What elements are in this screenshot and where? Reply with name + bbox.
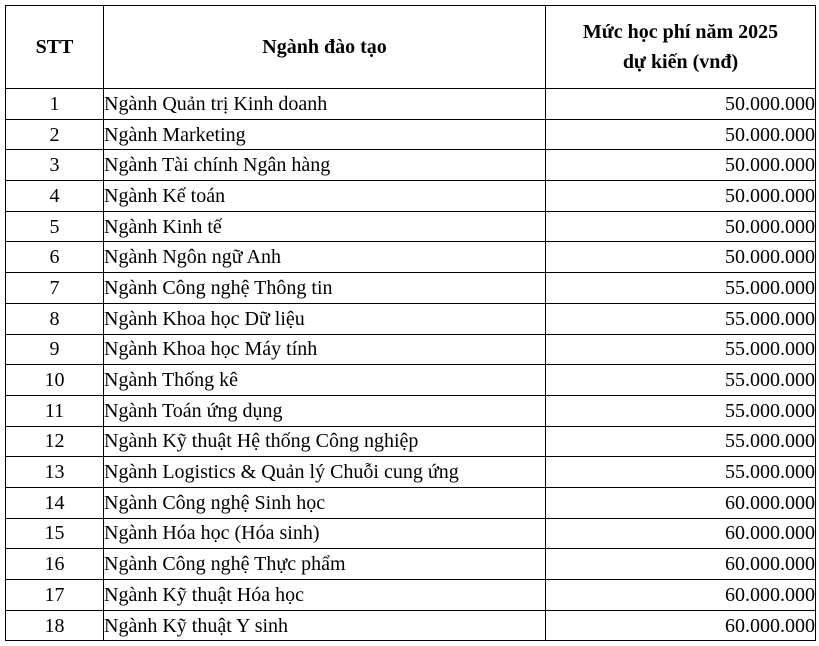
table-row [6, 487, 816, 518]
table-row [6, 119, 816, 150]
fee-cell: 50.000.000 [546, 89, 816, 120]
fee-cell: 60.000.000 [546, 610, 816, 641]
major-cell: Ngành Công nghệ Sinh học [104, 487, 546, 518]
major-cell: Ngành Công nghệ Thông tin [104, 273, 546, 304]
table-row [6, 181, 816, 212]
major-cell: Ngành Quản trị Kinh doanh [104, 89, 546, 120]
fee-cell: 55.000.000 [546, 457, 816, 488]
table-row [6, 426, 816, 457]
major-cell: Ngành Kỹ thuật Hệ thống Công nghiệp [104, 426, 546, 457]
stt-cell: 14 [6, 487, 104, 518]
table-header-row [6, 6, 816, 89]
table-row [6, 610, 816, 641]
fee-cell: 60.000.000 [546, 518, 816, 549]
table-row [6, 457, 816, 488]
major-cell: Ngành Kỹ thuật Y sinh [104, 610, 546, 641]
major-cell: Ngành Khoa học Dữ liệu [104, 303, 546, 334]
stt-cell: 11 [6, 395, 104, 426]
header-major: Ngành đào tạo [104, 6, 546, 89]
major-cell: Ngành Logistics & Quản lý Chuỗi cung ứng [104, 457, 546, 488]
major-cell: Ngành Tài chính Ngân hàng [104, 150, 546, 181]
header-fee-line-1: Mức học phí năm 2025 [582, 21, 779, 43]
fee-cell: 60.000.000 [546, 580, 816, 611]
fee-cell: 55.000.000 [546, 365, 816, 396]
table-row [6, 365, 816, 396]
stt-cell: 18 [6, 610, 104, 641]
major-cell: Ngành Ngôn ngữ Anh [104, 242, 546, 273]
header-fee-line-2: dự kiến (vnđ) [622, 51, 739, 73]
stt-cell: 10 [6, 365, 104, 396]
major-cell: Ngành Hóa học (Hóa sinh) [104, 518, 546, 549]
table-row [6, 89, 816, 120]
fee-cell: 50.000.000 [546, 150, 816, 181]
stt-cell: 17 [6, 580, 104, 611]
tuition-fee-table [5, 5, 816, 641]
fee-cell: 60.000.000 [546, 487, 816, 518]
major-cell: Ngành Kỹ thuật Hóa học [104, 580, 546, 611]
fee-cell: 55.000.000 [546, 303, 816, 334]
fee-cell: 55.000.000 [546, 426, 816, 457]
fee-cell: 50.000.000 [546, 242, 816, 273]
stt-cell: 6 [6, 242, 104, 273]
fee-cell: 55.000.000 [546, 395, 816, 426]
fee-cell: 55.000.000 [546, 273, 816, 304]
major-cell: Ngành Công nghệ Thực phẩm [104, 549, 546, 580]
table-row [6, 303, 816, 334]
table-row [6, 242, 816, 273]
stt-cell: 8 [6, 303, 104, 334]
stt-cell: 12 [6, 426, 104, 457]
table-row [6, 334, 816, 365]
stt-cell: 2 [6, 119, 104, 150]
major-cell: Ngành Thống kê [104, 365, 546, 396]
stt-cell: 1 [6, 89, 104, 120]
stt-cell: 7 [6, 273, 104, 304]
major-cell: Ngành Toán ứng dụng [104, 395, 546, 426]
table-body [6, 89, 816, 641]
stt-cell: 16 [6, 549, 104, 580]
stt-cell: 5 [6, 211, 104, 242]
header-fee [546, 6, 816, 89]
fee-cell: 50.000.000 [546, 119, 816, 150]
fee-cell: 60.000.000 [546, 549, 816, 580]
major-cell: Ngành Kế toán [104, 181, 546, 212]
stt-cell: 4 [6, 181, 104, 212]
stt-cell: 9 [6, 334, 104, 365]
stt-cell: 15 [6, 518, 104, 549]
stt-cell: 3 [6, 150, 104, 181]
major-cell: Ngành Khoa học Máy tính [104, 334, 546, 365]
table-row [6, 150, 816, 181]
header-stt: STT [6, 6, 104, 89]
fee-cell: 50.000.000 [546, 181, 816, 212]
table-row [6, 549, 816, 580]
table-row [6, 211, 816, 242]
fee-cell: 55.000.000 [546, 334, 816, 365]
table-row [6, 273, 816, 304]
fee-cell: 50.000.000 [546, 211, 816, 242]
table-row [6, 395, 816, 426]
table-row [6, 518, 816, 549]
major-cell: Ngành Marketing [104, 119, 546, 150]
major-cell: Ngành Kinh tế [104, 211, 546, 242]
stt-cell: 13 [6, 457, 104, 488]
table-row [6, 580, 816, 611]
